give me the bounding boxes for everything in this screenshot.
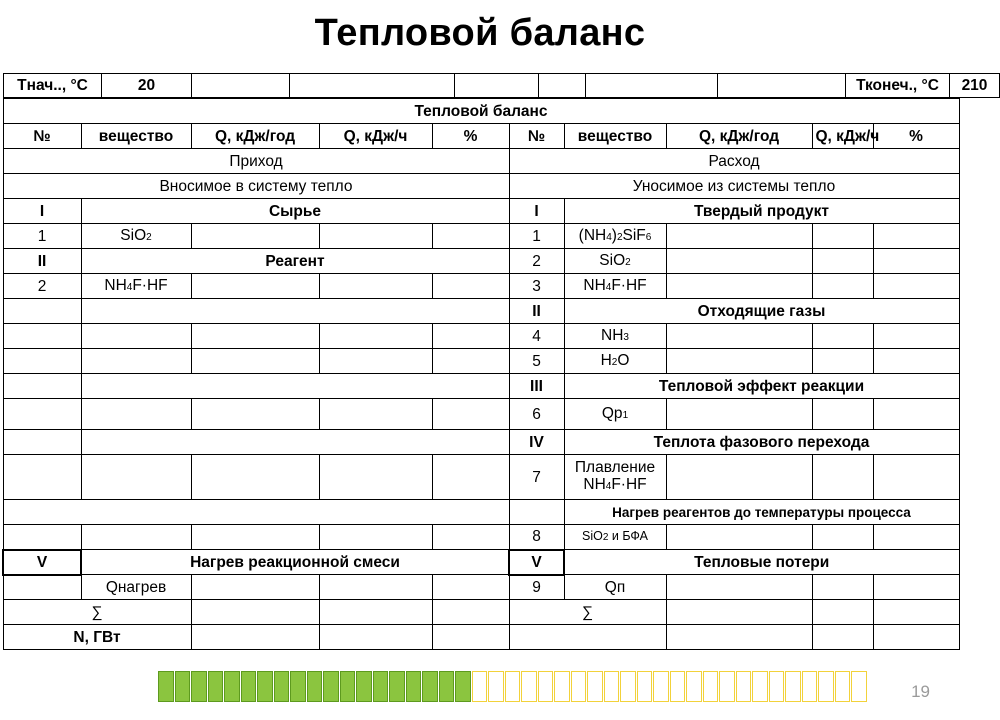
progress-segment-empty bbox=[554, 671, 570, 702]
empty-cell bbox=[666, 349, 812, 374]
empty-cell bbox=[319, 324, 432, 349]
empty-cell bbox=[666, 399, 812, 430]
income-title: Приход bbox=[3, 149, 509, 174]
progress-segment-empty bbox=[620, 671, 636, 702]
empty-cell bbox=[432, 324, 509, 349]
empty-cell bbox=[81, 399, 191, 430]
progress-segment-filled bbox=[406, 671, 422, 702]
empty-cell bbox=[812, 224, 873, 249]
income-item-2-num: 2 bbox=[3, 274, 81, 299]
income-section-5-name: Нагрев реакционной смеси bbox=[81, 550, 509, 575]
expense-item-6-num: 6 bbox=[509, 399, 564, 430]
expense-item-2-name: SiO2 bbox=[564, 249, 666, 274]
progress-segment-filled bbox=[323, 671, 339, 702]
progress-segment-empty bbox=[719, 671, 735, 702]
empty-cell bbox=[455, 74, 539, 98]
empty-cell bbox=[812, 399, 873, 430]
empty-cell bbox=[873, 324, 959, 349]
expense-heating-note: Нагрев реагентов до температуры процесса bbox=[564, 500, 959, 525]
empty-cell bbox=[81, 299, 509, 324]
empty-cell bbox=[812, 600, 873, 625]
empty-cell bbox=[319, 349, 432, 374]
empty-cell bbox=[539, 74, 586, 98]
col-substance: вещество bbox=[564, 124, 666, 149]
empty-cell bbox=[666, 575, 812, 600]
slide-progress-bar bbox=[158, 671, 868, 704]
empty-cell bbox=[319, 224, 432, 249]
progress-segment-empty bbox=[686, 671, 702, 702]
empty-cell bbox=[3, 575, 81, 600]
empty-cell bbox=[3, 525, 81, 550]
empty-cell bbox=[81, 349, 191, 374]
expense-subtitle: Уносимое из системы тепло bbox=[509, 174, 959, 199]
progress-segment-empty bbox=[505, 671, 521, 702]
table-row bbox=[3, 455, 959, 500]
expense-section-4-roman: IV bbox=[509, 430, 564, 455]
expense-item-7-name: Плавление NH4F·HF bbox=[564, 455, 666, 500]
progress-segment-empty bbox=[472, 671, 488, 702]
expense-item-8-name: SiO2 и БФА bbox=[564, 525, 666, 550]
income-section-2-name: Реагент bbox=[81, 249, 509, 274]
progress-segment-filled bbox=[422, 671, 438, 702]
expense-item-9-num: 9 bbox=[509, 575, 564, 600]
power-label: N, ГВт bbox=[3, 625, 191, 650]
income-section-1-roman: I bbox=[3, 199, 81, 224]
progress-segment-empty bbox=[736, 671, 752, 702]
empty-cell bbox=[3, 399, 81, 430]
expense-section-5-name: Тепловые потери bbox=[564, 550, 959, 575]
progress-segment-filled bbox=[439, 671, 455, 702]
progress-segment-filled bbox=[373, 671, 389, 702]
income-item-2-name: NH4F·HF bbox=[81, 274, 191, 299]
empty-cell bbox=[873, 224, 959, 249]
empty-cell bbox=[192, 74, 290, 98]
empty-cell bbox=[873, 575, 959, 600]
expense-item-2-num: 2 bbox=[509, 249, 564, 274]
empty-cell bbox=[319, 625, 432, 650]
progress-segment-empty bbox=[769, 671, 785, 702]
empty-cell bbox=[81, 430, 509, 455]
empty-cell bbox=[319, 575, 432, 600]
empty-cell bbox=[718, 74, 846, 98]
table-row bbox=[3, 550, 959, 575]
progress-segment-empty bbox=[703, 671, 719, 702]
empty-cell bbox=[432, 349, 509, 374]
progress-segment-filled bbox=[224, 671, 240, 702]
empty-cell bbox=[191, 399, 319, 430]
empty-cell bbox=[873, 625, 959, 650]
table-row bbox=[3, 249, 959, 274]
table-row bbox=[3, 575, 959, 600]
col-num: № bbox=[3, 124, 81, 149]
progress-segment-empty bbox=[538, 671, 554, 702]
progress-segment-empty bbox=[802, 671, 818, 702]
table-row bbox=[3, 525, 959, 550]
empty-cell bbox=[432, 399, 509, 430]
empty-cell bbox=[81, 324, 191, 349]
progress-segment-filled bbox=[274, 671, 290, 702]
empty-cell bbox=[666, 324, 812, 349]
expense-item-3-num: 3 bbox=[509, 274, 564, 299]
empty-cell bbox=[873, 249, 959, 274]
table-row bbox=[3, 500, 959, 525]
empty-cell bbox=[432, 274, 509, 299]
expense-item-5-name: H2O bbox=[564, 349, 666, 374]
income-item-1-name: SiO2 bbox=[81, 224, 191, 249]
expense-item-7-num: 7 bbox=[509, 455, 564, 500]
empty-cell bbox=[432, 224, 509, 249]
expense-section-2-name: Отходящие газы bbox=[564, 299, 959, 324]
table-row bbox=[3, 299, 959, 324]
empty-cell bbox=[3, 374, 81, 399]
table-row bbox=[3, 324, 959, 349]
empty-cell bbox=[812, 324, 873, 349]
col-q-year: Q, кДж/год bbox=[191, 124, 319, 149]
progress-segment-filled bbox=[389, 671, 405, 702]
empty-cell bbox=[3, 299, 81, 324]
t-end-label: Тконеч., °С bbox=[846, 74, 950, 98]
table-row bbox=[3, 374, 959, 399]
empty-cell bbox=[319, 274, 432, 299]
progress-segment-empty bbox=[637, 671, 653, 702]
empty-cell bbox=[3, 500, 509, 525]
income-sum: ∑ bbox=[3, 600, 191, 625]
progress-segment-empty bbox=[670, 671, 686, 702]
t-end-value: 210 bbox=[950, 74, 1000, 98]
income-section-1-name: Сырье bbox=[81, 199, 509, 224]
empty-cell bbox=[191, 349, 319, 374]
expense-section-1-roman: I bbox=[509, 199, 564, 224]
expense-section-2-roman: II bbox=[509, 299, 564, 324]
empty-cell bbox=[432, 525, 509, 550]
empty-cell bbox=[191, 600, 319, 625]
empty-cell bbox=[666, 274, 812, 299]
empty-cell bbox=[432, 455, 509, 500]
slide-title: Тепловой баланс bbox=[314, 12, 646, 54]
expense-section-3-roman: III bbox=[509, 374, 564, 399]
income-item-1-num: 1 bbox=[3, 224, 81, 249]
col-percent: % bbox=[432, 124, 509, 149]
empty-cell bbox=[191, 625, 319, 650]
empty-cell bbox=[586, 74, 718, 98]
power-row bbox=[3, 625, 959, 650]
empty-cell bbox=[812, 575, 873, 600]
empty-cell bbox=[666, 525, 812, 550]
income-heat-item: Qнагрев bbox=[81, 575, 191, 600]
expense-sum: ∑ bbox=[509, 600, 666, 625]
t-start-label: Тнач.., °С bbox=[4, 74, 102, 98]
table-row bbox=[3, 274, 959, 299]
col-q-hour: Q, кДж/ч bbox=[812, 124, 873, 149]
column-header-row bbox=[3, 124, 959, 149]
empty-cell bbox=[290, 74, 455, 98]
empty-cell bbox=[81, 525, 191, 550]
t-start-value: 20 bbox=[102, 74, 192, 98]
expense-item-5-num: 5 bbox=[509, 349, 564, 374]
expense-item-4-num: 4 bbox=[509, 324, 564, 349]
table-title: Тепловой баланс bbox=[3, 99, 959, 124]
expense-section-3-name: Тепловой эффект реакции bbox=[564, 374, 959, 399]
empty-cell bbox=[432, 625, 509, 650]
progress-segment-empty bbox=[835, 671, 851, 702]
progress-segment-empty bbox=[488, 671, 504, 702]
empty-cell bbox=[666, 224, 812, 249]
progress-segment-filled bbox=[241, 671, 257, 702]
income-section-5-roman: V bbox=[3, 550, 81, 575]
empty-cell bbox=[509, 500, 564, 525]
expense-section-5-roman: V bbox=[509, 550, 564, 575]
expense-item-1-name: (NH4)2SiF6 bbox=[564, 224, 666, 249]
empty-cell bbox=[3, 430, 81, 455]
empty-cell bbox=[666, 249, 812, 274]
progress-segment-empty bbox=[785, 671, 801, 702]
empty-cell bbox=[812, 249, 873, 274]
progress-segment-empty bbox=[571, 671, 587, 702]
empty-cell bbox=[812, 625, 873, 650]
progress-segment-filled bbox=[191, 671, 207, 702]
progress-segment-filled bbox=[455, 671, 471, 702]
table-row bbox=[3, 349, 959, 374]
empty-cell bbox=[319, 600, 432, 625]
empty-cell bbox=[3, 455, 81, 500]
expense-item-8-num: 8 bbox=[509, 525, 564, 550]
empty-cell bbox=[191, 455, 319, 500]
empty-cell bbox=[3, 324, 81, 349]
empty-cell bbox=[3, 349, 81, 374]
progress-segment-empty bbox=[752, 671, 768, 702]
table-row bbox=[3, 399, 959, 430]
progress-segment-empty bbox=[653, 671, 669, 702]
progress-segment-filled bbox=[307, 671, 323, 702]
empty-cell bbox=[812, 455, 873, 500]
page-number: 19 bbox=[911, 682, 930, 701]
empty-cell bbox=[432, 600, 509, 625]
empty-cell bbox=[191, 274, 319, 299]
progress-segment-filled bbox=[175, 671, 191, 702]
col-percent: % bbox=[873, 124, 959, 149]
col-q-hour: Q, кДж/ч bbox=[319, 124, 432, 149]
empty-cell bbox=[873, 274, 959, 299]
empty-cell bbox=[81, 374, 509, 399]
temperature-row bbox=[3, 73, 959, 99]
progress-segment-filled bbox=[257, 671, 273, 702]
empty-cell bbox=[191, 324, 319, 349]
progress-segment-filled bbox=[290, 671, 306, 702]
empty-cell bbox=[812, 525, 873, 550]
empty-cell bbox=[873, 455, 959, 500]
expense-section-1-name: Твердый продукт bbox=[564, 199, 959, 224]
empty-cell bbox=[319, 525, 432, 550]
empty-cell bbox=[666, 625, 812, 650]
progress-segment-filled bbox=[356, 671, 372, 702]
expense-item-4-name: NH3 bbox=[564, 324, 666, 349]
progress-segment-empty bbox=[604, 671, 620, 702]
empty-cell bbox=[812, 349, 873, 374]
progress-segment-empty bbox=[521, 671, 537, 702]
empty-cell bbox=[319, 399, 432, 430]
heat-balance-table bbox=[2, 73, 988, 650]
income-section-2-roman: II bbox=[3, 249, 81, 274]
progress-segment-empty bbox=[818, 671, 834, 702]
sum-row bbox=[3, 600, 959, 625]
progress-segment-empty bbox=[587, 671, 603, 702]
expense-item-6-name: Qр1 bbox=[564, 399, 666, 430]
empty-cell bbox=[812, 274, 873, 299]
empty-cell bbox=[666, 600, 812, 625]
expense-item-3-name: NH4F·HF bbox=[564, 274, 666, 299]
col-substance: вещество bbox=[81, 124, 191, 149]
progress-segment-filled bbox=[340, 671, 356, 702]
empty-cell bbox=[319, 455, 432, 500]
table-row bbox=[3, 224, 959, 249]
expense-item-1-num: 1 bbox=[509, 224, 564, 249]
progress-segment-filled bbox=[158, 671, 174, 702]
empty-cell bbox=[873, 349, 959, 374]
expense-item-9-name: Qп bbox=[564, 575, 666, 600]
empty-cell bbox=[191, 224, 319, 249]
expense-section-4-name: Теплота фазового перехода bbox=[564, 430, 959, 455]
table-row bbox=[3, 430, 959, 455]
empty-cell bbox=[81, 455, 191, 500]
empty-cell bbox=[666, 455, 812, 500]
empty-cell bbox=[191, 575, 319, 600]
empty-cell bbox=[191, 525, 319, 550]
col-num: № bbox=[509, 124, 564, 149]
empty-cell bbox=[432, 575, 509, 600]
empty-cell bbox=[873, 600, 959, 625]
income-subtitle: Вносимое в систему тепло bbox=[3, 174, 509, 199]
empty-cell bbox=[873, 399, 959, 430]
progress-segment-filled bbox=[208, 671, 224, 702]
empty-cell bbox=[509, 625, 666, 650]
expense-title: Расход bbox=[509, 149, 959, 174]
col-q-year: Q, кДж/год bbox=[666, 124, 812, 149]
progress-segment-empty bbox=[851, 671, 867, 702]
empty-cell bbox=[873, 525, 959, 550]
